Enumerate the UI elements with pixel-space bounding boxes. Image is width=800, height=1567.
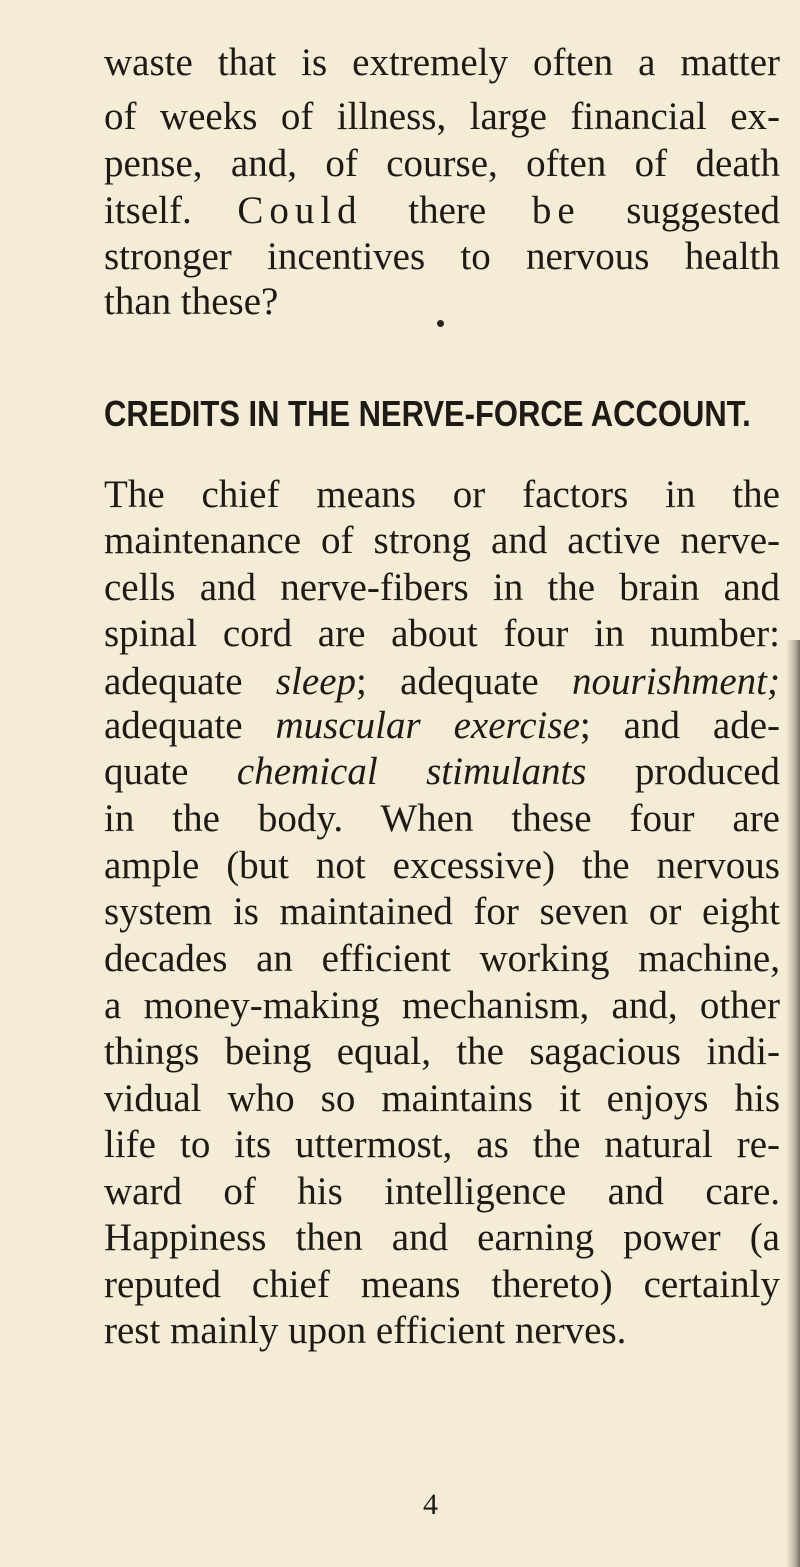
punctuation: ; bbox=[767, 660, 781, 703]
factor-line bbox=[104, 703, 780, 749]
text-word: there bbox=[408, 189, 487, 232]
text-line: maintenance of strong and active nerve- bbox=[104, 519, 780, 562]
text-line: a money-making mechanism, and, other bbox=[104, 984, 780, 1027]
text-word: produced bbox=[634, 750, 781, 793]
spaced-word-be: be bbox=[531, 189, 581, 232]
factor-line bbox=[104, 659, 780, 705]
text-line: reputed chief means thereto) certainly bbox=[104, 1263, 780, 1306]
text-line: pense, and, of course, often of death bbox=[104, 142, 780, 185]
section-divider-dot bbox=[437, 320, 444, 327]
text-line: life to its uttermost, as the natural re- bbox=[104, 1123, 780, 1166]
factor-sleep: sleep bbox=[275, 660, 357, 703]
text-line: Happiness then and earning power (a bbox=[104, 1216, 780, 1259]
text-word: adequate bbox=[104, 660, 243, 703]
text-word: quate bbox=[104, 750, 189, 793]
text-line: rest mainly upon efficient nerves. bbox=[104, 1309, 627, 1352]
text-line: stronger incentives to nervous health bbox=[104, 235, 780, 278]
spaced-word-could: Could bbox=[237, 189, 363, 232]
text-word: itself. bbox=[104, 189, 192, 232]
text-word: ; and ade- bbox=[579, 704, 780, 747]
text-line: cells and nerve-fibers in the brain and bbox=[104, 566, 780, 609]
text-line: things being equal, the sagacious indi- bbox=[104, 1030, 780, 1073]
factor-chemical-stimulants: chemical stimulants bbox=[236, 750, 587, 793]
factor-muscular-exercise: muscular exercise bbox=[275, 704, 580, 747]
text-line: vidual who so maintains it enjoys his bbox=[104, 1077, 780, 1120]
text-line: decades an efficient working machine, bbox=[104, 937, 780, 980]
page-edge-shadow bbox=[786, 640, 800, 1567]
text-line: ward of his intelligence and care. bbox=[104, 1170, 780, 1213]
factor-nourishment: nourishment bbox=[572, 660, 768, 703]
text-line: than these? bbox=[104, 280, 279, 323]
page-number: 4 bbox=[423, 1488, 438, 1521]
text-line: ample (but not excessive) the nervous bbox=[104, 844, 780, 887]
factor-line bbox=[104, 749, 780, 795]
text-line: The chief means or factors in the bbox=[104, 473, 780, 516]
text-line: of weeks of illness, large financial ex- bbox=[104, 95, 780, 138]
text-line bbox=[104, 188, 780, 234]
text-word: adequate bbox=[104, 704, 243, 747]
text-word: ; adequate bbox=[356, 660, 539, 703]
text-word: suggested bbox=[626, 189, 781, 232]
text-line: system is maintained for seven or eight bbox=[104, 890, 780, 933]
text-line: spinal cord are about four in number: bbox=[104, 612, 780, 655]
text-line: waste that is extremely often a matter bbox=[104, 41, 780, 84]
text-line: in the body. When these four are bbox=[104, 797, 780, 840]
section-heading: CREDITS IN THE NERVE-FORCE ACCOUNT. bbox=[104, 393, 751, 434]
